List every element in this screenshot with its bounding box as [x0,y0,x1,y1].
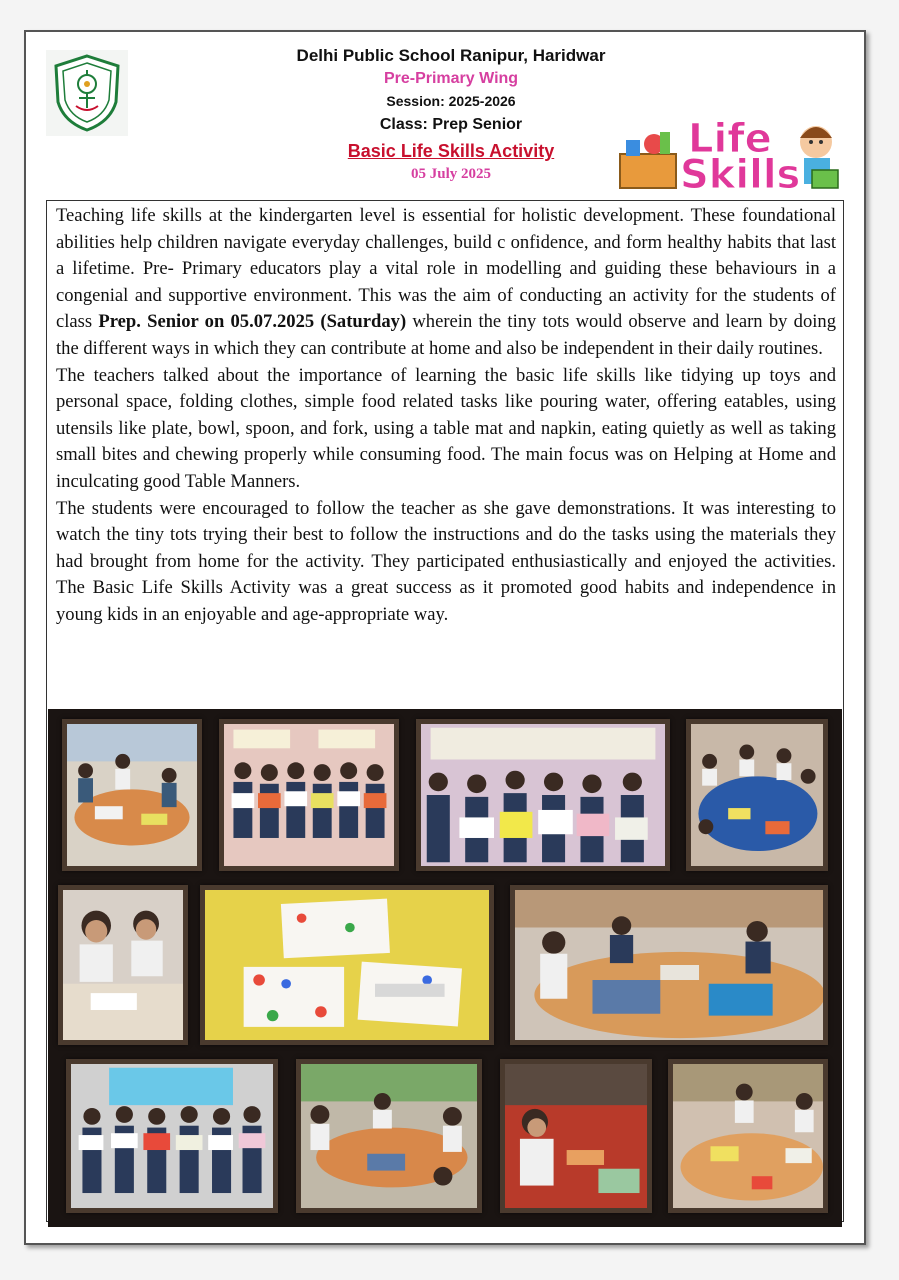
school-logo [46,50,128,136]
school-crest-icon [46,50,128,136]
document-page [24,30,866,1245]
photo-name-card-display [200,885,494,1045]
activity-title: Basic Life Skills Activity [347,141,555,161]
photo-folding-clothes-circle [686,719,828,871]
life-skills-icon [616,110,842,192]
paragraph-1-text-end: wherein the tiny tots would observe and learn by doing the different ways in which they can contribute at home and also be independent in their daily routines. [56,311,836,359]
photo-group-with-cards [66,1059,278,1213]
letterhead [226,44,676,184]
photo-classroom-table [62,719,202,871]
photo-students-holding-cards [219,719,399,871]
paragraph-3: The students were encouraged to follow the teacher as she gave demonstrations. It was interesting to watch the tiny tots trying their best to follow the instructions and do the tasks using the materials they had brought from home for the activity. They participated enthusiastically and enjoyed the activities. The Basic Life Skills Activity was a great success as it promoted good habits and independence in young kids in an enjoyable and age-appropriate way. [56,497,836,625]
photo-boys-at-table [58,885,188,1045]
session-label: Session: 2025-2026 [386,93,516,109]
class-label: Class: Prep Senior [379,116,523,133]
photo-name-cards [416,719,670,871]
paragraph-1 [56,203,836,363]
school-name: Delhi Public School Ranipur, Haridwar [296,46,606,65]
photo-girl-folding [500,1059,652,1213]
paragraph-1-text: Teaching life skills at the kindergarten level is essential for holistic development. These foundational abilities help children navigate everyday challenges, build c onfidence, and form healthy habits that last a lifetime. Pre- Primary educators play a vital role in modelling and guiding these behaviours in a congenial and supportive environment. This was the aim of conducting an activity for the students of class [56,205,836,333]
paragraph-1-highlight: Prep. Senior on 05.07.2025 (Saturday) [98,311,407,333]
photo-clothes-on-table [510,885,828,1045]
activity-date: 05 July 2025 [410,166,491,182]
photo-pouring-water [668,1059,828,1213]
svg-text:Skills: Skills [680,152,801,192]
life-skills-badge [616,110,842,192]
report-box [46,200,844,1222]
svg-text:Life: Life [688,116,772,162]
paragraph-2: The teachers talked about the importance of learning the basic life skills like tidying up toys and personal space, folding clothes, simple food related tasks like pouring water, offering eatables, using utensils like plate, bowl, spoon, and fork, using a table mat and napkin, eating quietly as well as taking small bites and chewing properly while consuming food. The main focus was on Helping at Home and inculcating good Table Manners. [56,364,836,492]
photo-table-activity [296,1059,482,1213]
report-body [56,203,836,629]
photo-collage [48,709,842,1227]
wing-name: Pre-Primary Wing [383,70,519,87]
